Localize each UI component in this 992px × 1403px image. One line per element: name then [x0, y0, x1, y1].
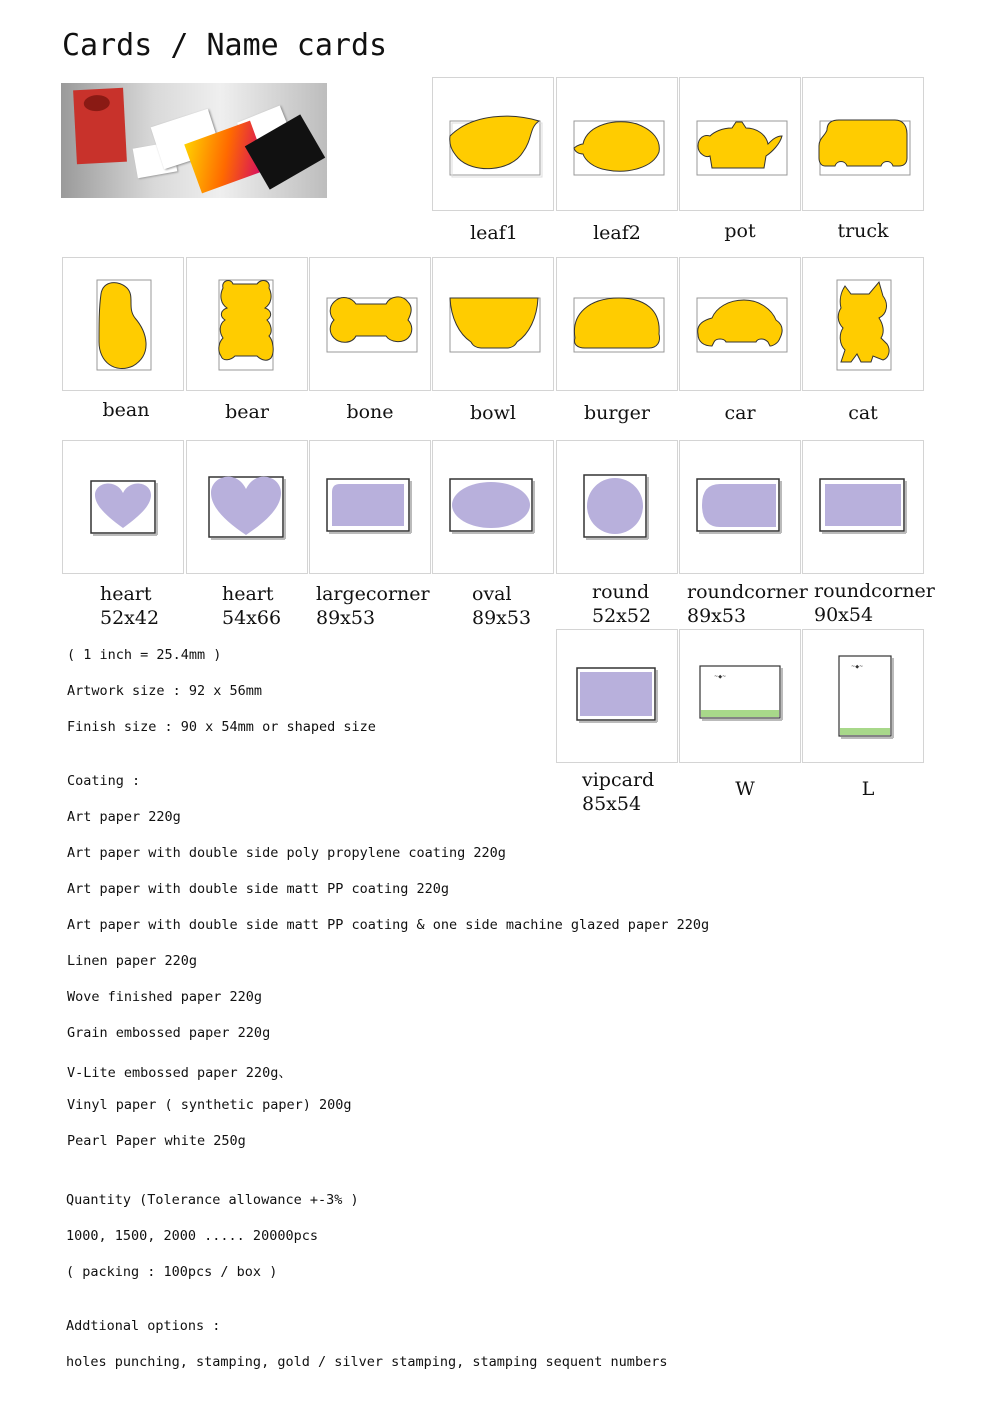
green-stripe-icon	[701, 710, 779, 717]
shape-label-largecorner: largecorner	[316, 583, 430, 605]
shape-cell-car[interactable]	[679, 257, 801, 391]
coating-item: Vinyl paper ( synthetic paper) 200g	[67, 1097, 352, 1113]
cat-shape-icon	[838, 282, 889, 362]
truck-shape-icon	[819, 120, 907, 166]
shape-label-cat: cat	[848, 402, 878, 424]
coating-item: V-Lite embossed paper 220g、	[67, 1065, 292, 1081]
vipcard-shape-icon	[580, 672, 652, 716]
spec-finish-size: Finish size : 90 x 54mm or shaped size	[67, 719, 376, 735]
card-logo-icon: ~◆~	[851, 664, 864, 670]
shape-size-round: 52x52	[592, 605, 652, 627]
shape-label-leaf2: leaf2	[593, 222, 641, 244]
shape-cell-w[interactable]	[679, 629, 801, 763]
shape-cell-oval[interactable]	[432, 440, 554, 574]
shape-label-vipcard: vipcard	[582, 769, 655, 791]
shape-label-oval: oval	[472, 583, 512, 605]
shape-label-leaf1: leaf1	[470, 222, 518, 244]
spec-inch: ( 1 inch = 25.4mm )	[67, 647, 222, 663]
coating-item: Art paper 220g	[67, 809, 181, 825]
shape-cell-bear[interactable]	[186, 257, 308, 391]
shape-cell-roundcorner-90x54[interactable]	[802, 440, 924, 574]
coating-item: Grain embossed paper 220g	[67, 1025, 271, 1041]
options-heading: Addtional options :	[66, 1318, 221, 1334]
coating-heading: Coating :	[67, 773, 141, 789]
options-text: holes punching, stamping, gold / silver stamping, stamping sequent numbers	[66, 1354, 668, 1370]
shape-cell-heart-54x66[interactable]	[186, 440, 308, 574]
shape-label-heart: heart	[100, 583, 152, 605]
quantity-heading: Quantity (Tolerance allowance +-3% )	[66, 1192, 359, 1208]
quantity-packing: ( packing : 100pcs / box )	[66, 1264, 278, 1280]
shape-size-roundcorner: 90x54	[814, 604, 874, 626]
rectangle-shape-icon	[825, 484, 901, 526]
bone-shape-icon	[330, 297, 412, 342]
shape-label-pot: pot	[724, 220, 756, 242]
coating-item: Pearl Paper white 250g	[67, 1133, 246, 1149]
spec-artwork-size: Artwork size : 92 x 56mm	[67, 683, 263, 699]
shape-cell-vipcard[interactable]	[556, 629, 678, 763]
shape-label-bowl: bowl	[470, 402, 516, 424]
largecorner-shape-icon	[332, 484, 404, 526]
coating-item: Art paper with double side matt PP coating & one side machine glazed paper 220g	[67, 917, 710, 933]
page-title: Cards / Name cards	[62, 28, 388, 63]
shape-cell-bean[interactable]	[62, 257, 184, 391]
shape-label-bone: bone	[346, 401, 394, 423]
shape-label-truck: truck	[837, 220, 889, 242]
shape-cell-roundcorner-89x53[interactable]	[679, 440, 801, 574]
quantity-values: 1000, 1500, 2000 ..... 20000pcs	[66, 1228, 318, 1244]
shape-label-w: W	[735, 778, 755, 800]
coating-item: Wove finished paper 220g	[67, 989, 263, 1005]
shape-cell-round[interactable]	[556, 440, 678, 574]
shape-label-roundcorner: roundcorner	[814, 580, 935, 602]
coating-item: Art paper with double side matt PP coating 220g	[67, 881, 450, 897]
shape-size-largecorner: 89x53	[316, 607, 376, 629]
shape-cell-cat[interactable]	[802, 257, 924, 391]
shape-size-oval: 89x53	[472, 607, 532, 629]
business-cards-photo	[61, 83, 327, 198]
shape-cell-largecorner[interactable]	[309, 440, 431, 574]
shape-cell-bowl[interactable]	[432, 257, 554, 391]
bear-shape-icon	[219, 281, 273, 361]
shape-cell-bone[interactable]	[309, 257, 431, 391]
round-shape-icon	[587, 478, 643, 534]
shape-cell-pot[interactable]	[679, 77, 801, 211]
shape-cell-heart-52x42[interactable]	[62, 440, 184, 574]
coating-item: Art paper with double side poly propylene coating 220g	[67, 845, 506, 861]
shape-cell-burger[interactable]	[556, 257, 678, 391]
shape-label-roundcorner: roundcorner	[687, 581, 808, 603]
card-logo-icon: ~◆~	[714, 674, 727, 680]
shape-label-bean: bean	[102, 399, 150, 421]
shape-label-l: L	[861, 778, 875, 800]
oval-shape-icon	[452, 482, 530, 528]
shape-size-heart: 54x66	[222, 607, 282, 629]
green-stripe-icon	[840, 728, 890, 735]
shape-size-heart: 52x42	[100, 607, 160, 629]
shape-label-bear: bear	[225, 401, 269, 423]
roundcorner-shape-icon	[702, 484, 776, 527]
shape-cell-leaf1[interactable]	[432, 77, 554, 211]
shape-label-burger: burger	[584, 402, 650, 424]
shape-cell-truck[interactable]	[802, 77, 924, 211]
shape-cell-leaf2[interactable]	[556, 77, 678, 211]
shape-label-car: car	[724, 402, 756, 424]
shape-size-vipcard: 85x54	[582, 793, 642, 815]
shape-label-round: round	[592, 581, 650, 603]
coating-item: Linen paper 220g	[67, 953, 198, 969]
shape-cell-l[interactable]	[802, 629, 924, 763]
shape-size-roundcorner: 89x53	[687, 605, 747, 627]
shape-label-heart: heart	[222, 583, 274, 605]
